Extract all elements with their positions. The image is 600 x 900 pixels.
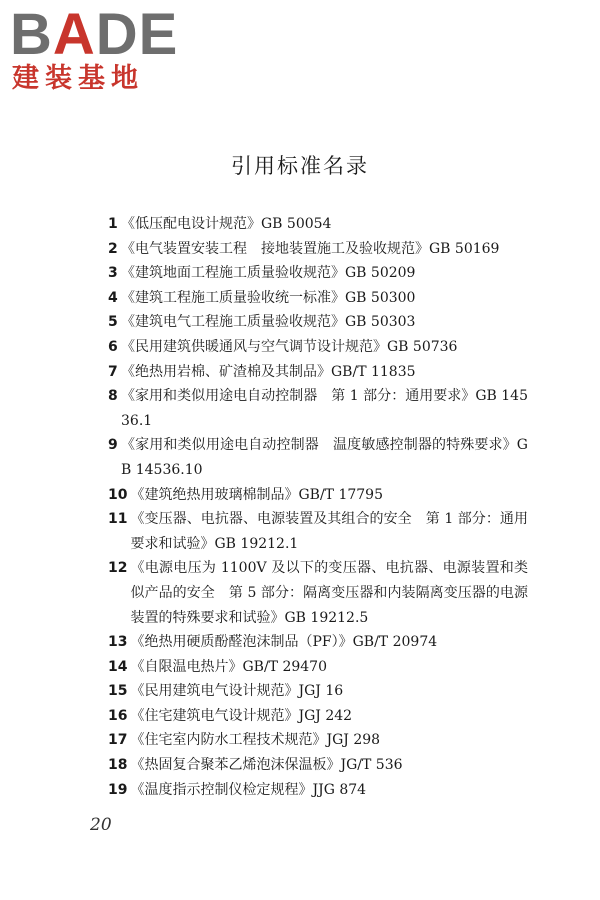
- reference-item: [108, 261, 528, 286]
- reference-item: [108, 483, 528, 508]
- reference-item: [108, 212, 528, 237]
- reference-item: [108, 286, 528, 311]
- reference-text: 《低压配电设计规范》GB 50054: [121, 216, 332, 232]
- page-number: 20: [90, 815, 112, 835]
- reference-item: [108, 704, 528, 729]
- reference-item: [108, 753, 528, 778]
- reference-text: 《建筑电气工程施工质量验收规范》GB 50303: [121, 314, 416, 331]
- reference-number: 12: [108, 560, 128, 577]
- reference-text: 《温度指示控制仪检定规程》JJG 874: [130, 781, 367, 798]
- reference-number: 10: [108, 486, 128, 503]
- reference-text: 《民用建筑供暖通风与空气调节设计规范》GB 50736: [121, 338, 458, 355]
- reference-text: 《电气装置安装工程 接地装置施工及验收规范》GB 50169: [121, 240, 500, 257]
- reference-item: [108, 728, 528, 753]
- reference-item: [108, 778, 528, 803]
- bade-logo: [10, 2, 180, 96]
- reference-text: 《住宅建筑电气设计规范》JGJ 242: [130, 707, 353, 724]
- reference-text: 《建筑工程施工质量验收统一标准》GB 50300: [121, 289, 416, 306]
- reference-number: 9: [108, 437, 118, 454]
- logo-letter-b: B: [10, 2, 53, 67]
- reference-number: 17: [108, 732, 128, 749]
- reference-text: 《住宅室内防水工程技术规范》JGJ 298: [130, 732, 381, 749]
- reference-item: [108, 655, 528, 680]
- reference-text: 《热固复合聚苯乙烯泡沫保温板》JG/T 536: [130, 757, 403, 774]
- reference-text: 《民用建筑电气设计规范》JGJ 16: [130, 683, 344, 700]
- reference-number: 6: [108, 338, 118, 355]
- page-title: 引用标准名录: [231, 154, 369, 178]
- reference-number: 2: [108, 240, 118, 257]
- reference-number: 8: [108, 388, 118, 405]
- reference-number: 1: [108, 216, 118, 232]
- logo-letter-a: A: [52, 2, 96, 67]
- reference-text: 《变压器、电抗器、电源装置及其组合的安全 第 1 部分：通用要求和试验》GB 19212.1: [130, 511, 528, 552]
- reference-number: 13: [108, 634, 128, 651]
- reference-item: [108, 237, 528, 262]
- reference-text: 《绝热用硬质酚醛泡沫制品（PF）》GB/T 20974: [130, 634, 438, 651]
- reference-item: [108, 384, 528, 433]
- reference-text: 《家用和类似用途电自动控制器 第 1 部分：通用要求》GB 14536.1: [121, 388, 528, 429]
- reference-number: 14: [108, 658, 128, 675]
- reference-item: [108, 556, 528, 630]
- reference-item: [108, 433, 528, 482]
- reference-item: [108, 335, 528, 360]
- logo-letters-de: DE: [95, 2, 179, 67]
- logo-subtitle: 建装基地: [12, 63, 144, 94]
- reference-item: [108, 310, 528, 335]
- reference-text: 《建筑地面工程施工质量验收规范》GB 50209: [121, 265, 416, 282]
- reference-item: [108, 679, 528, 704]
- reference-number: 7: [108, 363, 118, 380]
- logo-wordmark: [10, 2, 179, 67]
- reference-number: 4: [108, 289, 118, 306]
- reference-item: [108, 360, 528, 385]
- reference-number: 18: [108, 757, 128, 774]
- reference-text: 《绝热用岩棉、矿渣棉及其制品》GB/T 11835: [121, 363, 416, 380]
- reference-text: 《家用和类似用途电自动控制器 温度敏感控制器的特殊要求》GB 14536.10: [121, 437, 528, 478]
- reference-number: 19: [108, 781, 128, 798]
- reference-number: 15: [108, 683, 128, 700]
- reference-list: [108, 212, 528, 802]
- reference-number: 5: [108, 314, 118, 331]
- reference-item: [108, 630, 528, 655]
- reference-number: 11: [108, 511, 128, 528]
- reference-text: 《电源电压为 1100V 及以下的变压器、电抗器、电源装置和类似产品的安全 第 5 部分：隔离变压器和内装隔离变压器的电源装置的特殊要求和试验》GB 19212.5: [130, 560, 528, 626]
- reference-number: 3: [108, 265, 118, 282]
- reference-number: 16: [108, 707, 128, 724]
- reference-text: 《建筑绝热用玻璃棉制品》GB/T 17795: [130, 486, 383, 503]
- reference-text: 《自限温电热片》GB/T 29470: [130, 658, 327, 675]
- reference-item: [108, 507, 528, 556]
